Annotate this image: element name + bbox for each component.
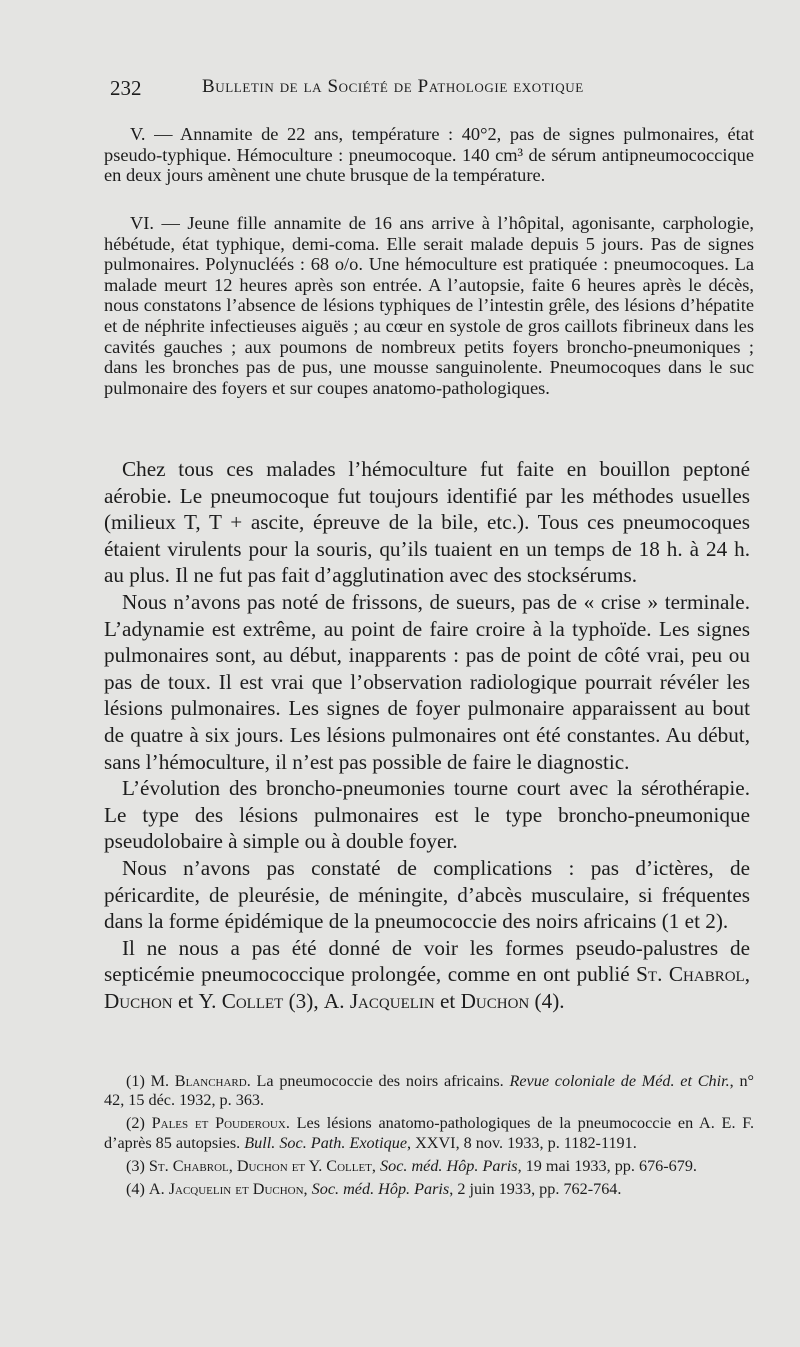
running-title: Bulletin de la Société de Pathologie exotique xyxy=(202,76,584,97)
footnote-3: (3) St. Chabrol, Duchon et Y. Collet, Soc. méd. Hôp. Paris, 19 mai 1933, pp. 676-679. xyxy=(126,1156,697,1175)
paragraph-hemoculture: Chez tous ces malades l’hémoculture fut faite en bouillon peptoné aérobie. Le pneumocoque fut toujours identifié par les méthodes usuelles (milieux T, T + ascite, épreuve de la bile, etc.). Tous ces pneumocoques étaient virulents pour la souris, qu’ils tuaient en un temps de 18 h. à 24 h. au plus. Il ne fut pas fait d’agglutination avec des stocksérums. xyxy=(104,457,750,588)
footnote-1: (1) M. Blanchard. La pneumococcie des noirs africains. Revue coloniale de Méd. et Chir., n° 42, 15 déc. 1932, p. 363. xyxy=(104,1072,755,1110)
footnote-4: (4) A. Jacquelin et Duchon, Soc. méd. Hôp. Paris, 2 juin 1933, pp. 762-764. xyxy=(126,1180,622,1199)
paragraph-evolution: L’évolution des broncho-pneumonies tourne court avec la sérothérapie. Le type des lésions pulmonaires est le type broncho-pneumonique pseudolobaire à simple ou à double foyer. xyxy=(104,776,750,854)
paragraph-symptoms: Nous n’avons pas noté de frissons, de sueurs, pas de « crise » terminale. L’adynamie est extrême, au point de faire croire à la typhoïde. Les signes pulmonaires sont, au début, inapparents : pas de point de côté vrai, peu ou pas de toux. Il est vrai que l’observation radiologique pourrait révéler les lésions pulmonaires. Les signes de foyer pulmonaire apparaissent au bout de quatre à six jours. Les lésions pulmonaires ont été constantes. Au début, sans l’hémoculture, il n’est pas possible de faire le diagnostic. xyxy=(104,589,750,774)
footnotes xyxy=(104,1072,754,1203)
running-header xyxy=(110,76,760,106)
author-name: Y. Collet xyxy=(198,988,284,1013)
paragraph-pseudo-palustres: Il ne nous a pas été donné de voir les formes pseudo-palustres de septicémie pneumococcique prolongée, comme en ont publié St. Chabrol, Duchon et Y. Collet (3), A. Jacquelin et Duchon (4). xyxy=(104,935,750,1013)
page-number: 232 xyxy=(110,76,142,100)
body-text xyxy=(104,456,750,1014)
case-observation-v: V. — Annamite de 22 ans, température : 40°2, pas de signes pulmonaires, état pseudo-typhique. Hémoculture : pneumocoque. 140 cm³ de sérum antipneumococcique en deux jours amènent une chute brusque de la température. xyxy=(104,124,754,186)
case-observation-vi: VI. — Jeune fille annamite de 16 ans arrive à l’hôpital, agonisante, carphologie, hébétude, état typhique, demi-coma. Elle serait malade depuis 5 jours. Pas de signes pulmonaires. Polynucléés : 68 o/o. Une hémoculture est pratiquée : pneumocoques. La malade meurt 12 heures après son entrée. A l’autopsie, faite 6 heures après le décès, nous constatons l’absence de lésions typhiques de l’intestin grêle, des lésions d’hépatite et de néphrite infectieuses aiguës ; au cœur en systole de gros caillots fibrineux dans les cavités gauches ; aux poumons de nombreux petits foyers broncho-pneumoniques ; dans les bronches pas de pus, une mousse sanguinolente. Pneumocoques dans le suc pulmonaire des foyers et sur coupes anatomo-pathologiques. xyxy=(104,213,754,398)
author-name: St. Chabrol, Duchon xyxy=(104,962,750,1013)
footnote-2: (2) Pales et Pouderoux. Les lésions anatomo-pathologiques de la pneumococcie en A. E. F. d’après 85 autopsies. Bull. Soc. Path. Exotique, XXVI, 8 nov. 1933, p. 1182-1191. xyxy=(104,1114,754,1152)
paragraph-complications: Nous n’avons pas constaté de complications : pas d’ictères, de péricardite, de pleurésie, de méningite, d’abcès musculaire, si fréquentes dans la forme épidémique de la pneumococcie des noirs africains (1 et 2). xyxy=(104,855,750,934)
author-name: Duchon xyxy=(460,988,530,1013)
author-name: A. Jacquelin xyxy=(323,988,435,1013)
